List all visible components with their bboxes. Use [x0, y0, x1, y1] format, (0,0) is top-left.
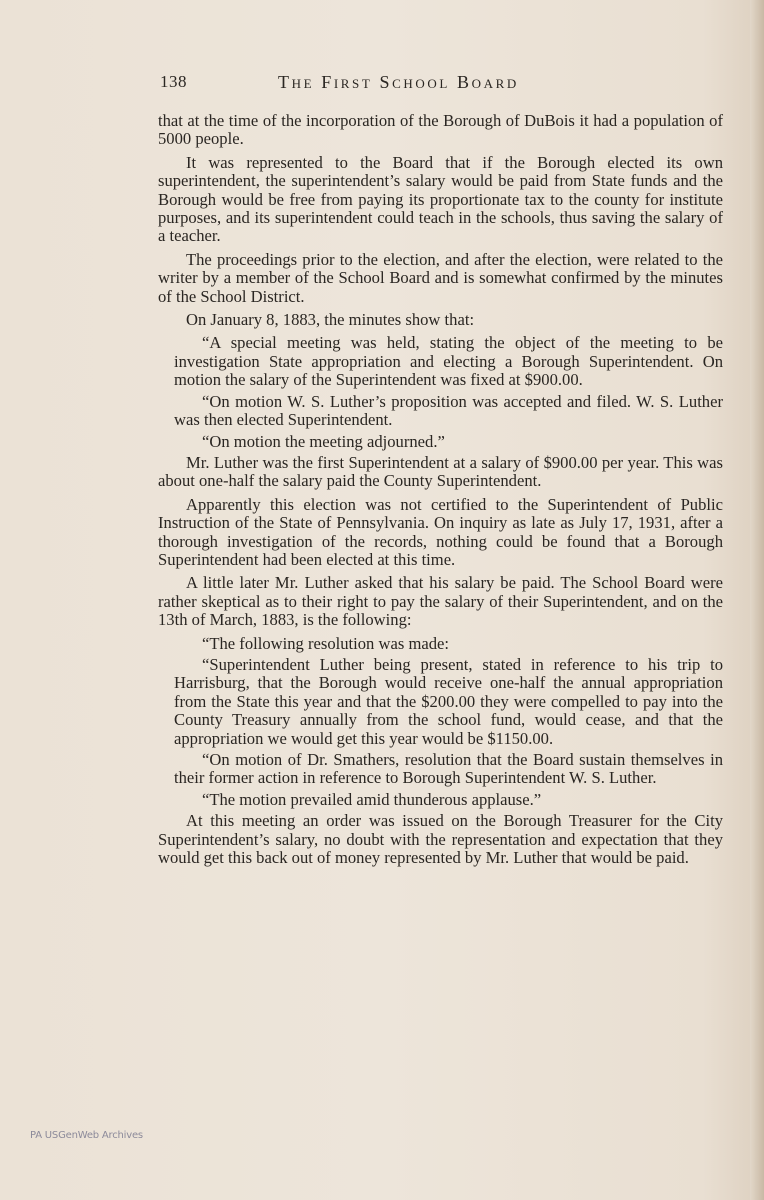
paragraph: The proceedings prior to the election, and after the election, were related to the writer by a member of the School Board and is somewhat confirmed by the minutes of the School District.	[158, 249, 723, 306]
quoted-paragraph: “Superintendent Luther being present, stated in reference to his trip to Harrisburg, that the Borough would receive one-half the annual appropriation from the State this year and that the $200.00 they were compelled to pay into the County Treasury annually from the school fund, would cease, and that the appropriation we would get this year would be $1150.00.	[174, 654, 723, 748]
quoted-paragraph: “On motion the meeting adjourned.”	[202, 431, 445, 451]
paragraph: that at the time of the incorporation of the Borough of DuBois it had a population of 5000 people.	[158, 111, 723, 149]
quoted-paragraph: “The motion prevailed amid thunderous applause.”	[202, 789, 542, 809]
paragraph: It was represented to the Board that if the Borough elected its own superintendent, the superintendent’s salary would be paid from State funds and the Borough would be free from paying its proportionate tax to the county for institute purposes, and its superintendent could teach in the schools, thus saving the salary of a teacher.	[158, 152, 723, 246]
quoted-paragraph: “On motion W. S. Luther’s proposition was accepted and filed. W. S. Luther was then elected Superintendent.	[174, 391, 723, 430]
running-head: The First School Board	[278, 72, 519, 92]
page-header	[160, 72, 720, 98]
page-edge-shadow	[750, 0, 764, 1200]
quoted-paragraph: “The following resolution was made:	[202, 633, 450, 653]
body-text	[158, 112, 723, 872]
paragraph: A little later Mr. Luther asked that his salary be paid. The School Board were rather skeptical as to their right to pay the salary of their Superintendent, and on the 13th of March, 1883, is the following:	[158, 573, 723, 630]
paragraph: Apparently this election was not certified to the Superintendent of Public Instruction of the State of Pennsylvania. On inquiry as late as July 17, 1931, after a thorough investigation of the records, nothing could be found that a Borough Superintendent had been elected at this time.	[158, 494, 723, 569]
paragraph: On January 8, 1883, the minutes show that:	[186, 310, 475, 330]
paragraph: Mr. Luther was the first Superintendent at a salary of $900.00 per year. This was about one-half the salary paid the County Superintendent.	[158, 452, 723, 491]
archive-watermark: PA USGenWeb Archives	[30, 1130, 143, 1141]
quoted-paragraph: “On motion of Dr. Smathers, resolution that the Board sustain themselves in their former action in reference to Borough Superintendent W. S. Luther.	[174, 750, 723, 788]
page-number: 138	[160, 72, 187, 91]
paragraph: At this meeting an order was issued on the Borough Treasurer for the City Superintendent’s salary, no doubt with the representation and expectation that they would get this back out of money represented by Mr. Luther that would be paid.	[158, 811, 723, 868]
quoted-paragraph: “A special meeting was held, stating the object of the meeting to be investigation State appropriation and electing a Borough Superintendent. On motion the salary of the Superintendent was fixed at $900.00.	[174, 333, 723, 390]
